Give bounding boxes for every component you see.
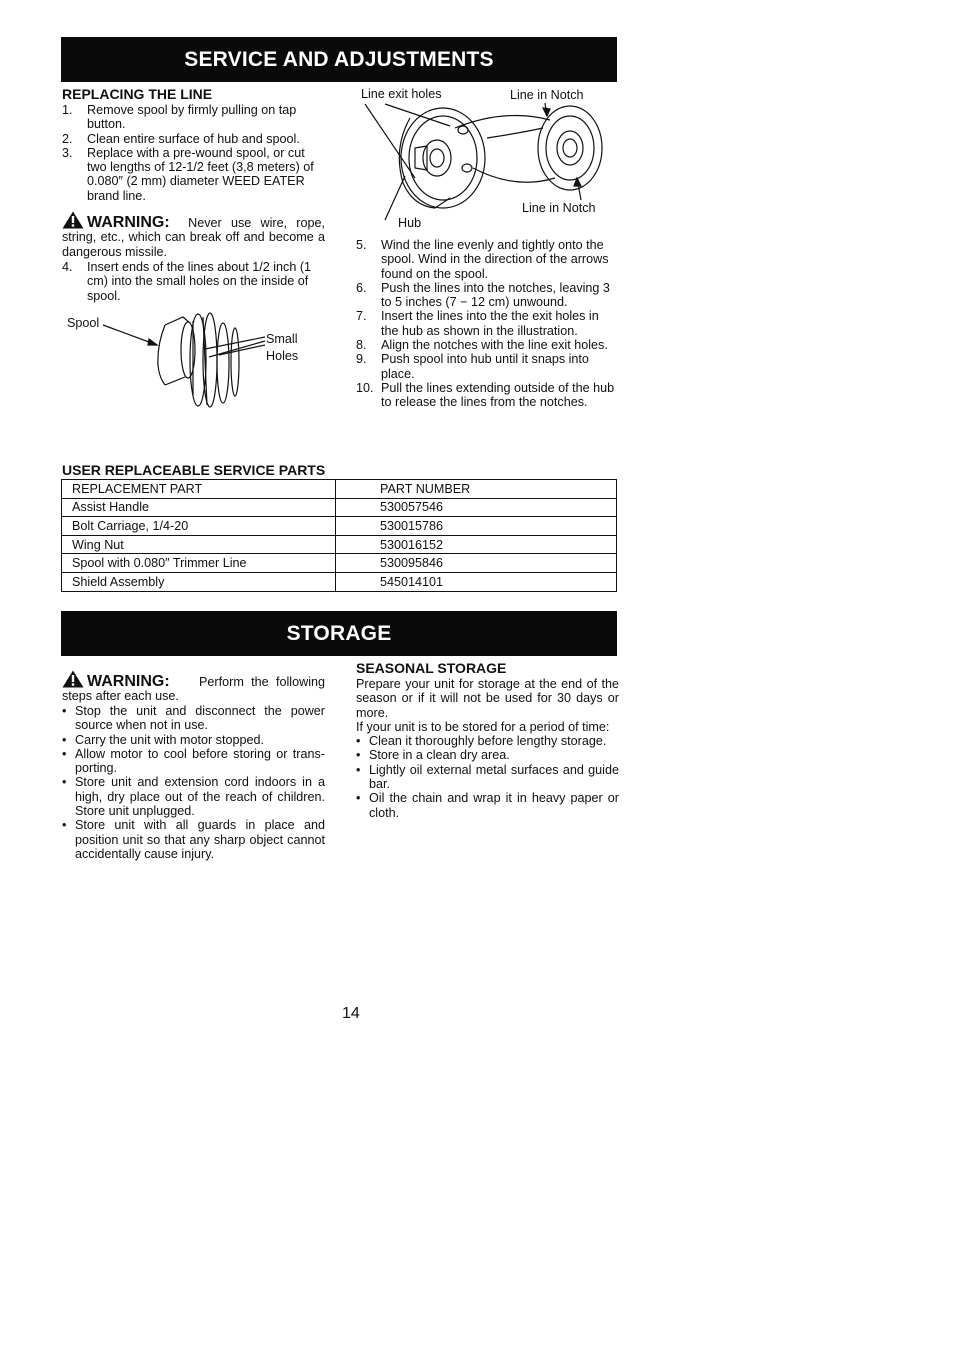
seasonal-text [356, 677, 619, 820]
list-item: • Allow motor to cool before storing or transporting. [62, 746, 325, 776]
holes-label: Holes [266, 349, 299, 363]
col-number-header: PART NUMBER [336, 480, 617, 499]
replacing-steps-right [356, 238, 619, 410]
step-8: 8. Align the notches with the line exit holes. [356, 338, 608, 353]
seasonal-heading: SEASONAL STORAGE [356, 660, 507, 676]
notch-top-label: Line in Notch [510, 88, 584, 102]
step-9: 9. Push spool into hub until it snaps into place. [356, 352, 589, 381]
table-row: Assist Handle 530057546 [62, 498, 617, 517]
page-number: 14 [342, 1005, 360, 1022]
hub-illustration [355, 98, 620, 223]
storage-bullets [62, 704, 325, 861]
list-item: • Lightly oil external metal surfaces and guide bar. [356, 762, 619, 792]
warning-text: Never use wire, rope, string, etc., which can break off and become a dangerous missile. [62, 216, 325, 259]
warning-triangle-icon [62, 211, 84, 229]
storage-banner: STORAGE [61, 611, 617, 656]
warning-label: WARNING: [87, 214, 170, 231]
line-warning [62, 211, 325, 259]
table-row: Bolt Carriage, 1/4-20 530015786 [62, 517, 617, 536]
list-item: • Store in a clean dry area. [356, 748, 510, 763]
list-item: • Stop the unit and disconnect the power source when not in use. [62, 704, 325, 733]
step-5: 5. Wind the line evenly and tightly onto the spool. Wind in the direction of the arrows found on the spool. [356, 238, 609, 281]
table-row: Spool with 0.080″ Trimmer Line 530095846 [62, 554, 617, 573]
parts-heading: USER REPLACEABLE SERVICE PARTS [62, 462, 326, 478]
replacing-heading: REPLACING THE LINE [62, 86, 213, 102]
step-3: 3. Replace with a pre-wound spool, or cut two lengths of 12-1/2 feet (3,8 meters) of 0.080″ (2 mm) diameter WEED EATER brand line. [62, 145, 314, 203]
step-6: 6. Push the lines into the notches, leaving 3 to 5 inches (7 − 12 cm) unwound. [356, 280, 610, 310]
warning-text: Perform the following steps after each use. [62, 675, 326, 704]
col-part-header: REPLACEMENT PART [62, 480, 336, 499]
warning-triangle-icon [62, 670, 84, 688]
parts-table [61, 479, 617, 592]
step-1: 1. Remove spool by firmly pulling on tap button. [62, 103, 297, 132]
storage-warning [62, 670, 325, 704]
replacing-steps-left [62, 103, 324, 203]
exit-holes-label: Line exit holes [361, 87, 442, 101]
step-7: 7. Insert the lines into the the exit holes in the hub as shown in the illustration. [356, 309, 599, 338]
table-row: Wing Nut 530016152 [62, 535, 617, 554]
spool-illustration [95, 305, 275, 420]
small-label: Small [266, 332, 298, 346]
step-2: 2. Clean entire surface of hub and spool. [62, 131, 300, 146]
notch-bottom-label: Line in Notch [522, 201, 596, 215]
step-4-block [62, 260, 324, 303]
step-10: 10. Pull the lines extending outside of the hub to release the lines from the notches. [356, 380, 615, 410]
seasonal-para-1: Prepare your unit for storage at the end of the season or if it will not be used for 30 days or more. [356, 677, 619, 720]
table-row: Shield Assembly 545014101 [62, 572, 617, 591]
list-item: • Store unit and extension cord indoors in a high, dry place out of the reach of children. Store unit unplugged. [62, 775, 325, 819]
spool-label: Spool [67, 316, 100, 330]
step-4: 4. Insert ends of the lines about 1/2 inch (1 cm) into the small holes on the inside of spool. [62, 260, 312, 303]
list-item: • Store unit with all guards in place and position unit so that any sharp object cannot accidentally cause injury. [62, 818, 325, 861]
list-item: • Clean it thoroughly before lengthy storage. [356, 734, 607, 749]
hub-label: Hub [398, 216, 422, 230]
list-item: • Oil the chain and wrap it in heavy paper or cloth. [356, 791, 619, 820]
seasonal-para-2: If your unit is to be stored for a period of time: [356, 719, 610, 734]
table-header-row [62, 480, 617, 499]
list-item: • Carry the unit with motor stopped. [62, 732, 264, 747]
service-banner: SERVICE AND ADJUSTMENTS [61, 37, 617, 82]
warning-label: WARNING: [87, 673, 170, 690]
